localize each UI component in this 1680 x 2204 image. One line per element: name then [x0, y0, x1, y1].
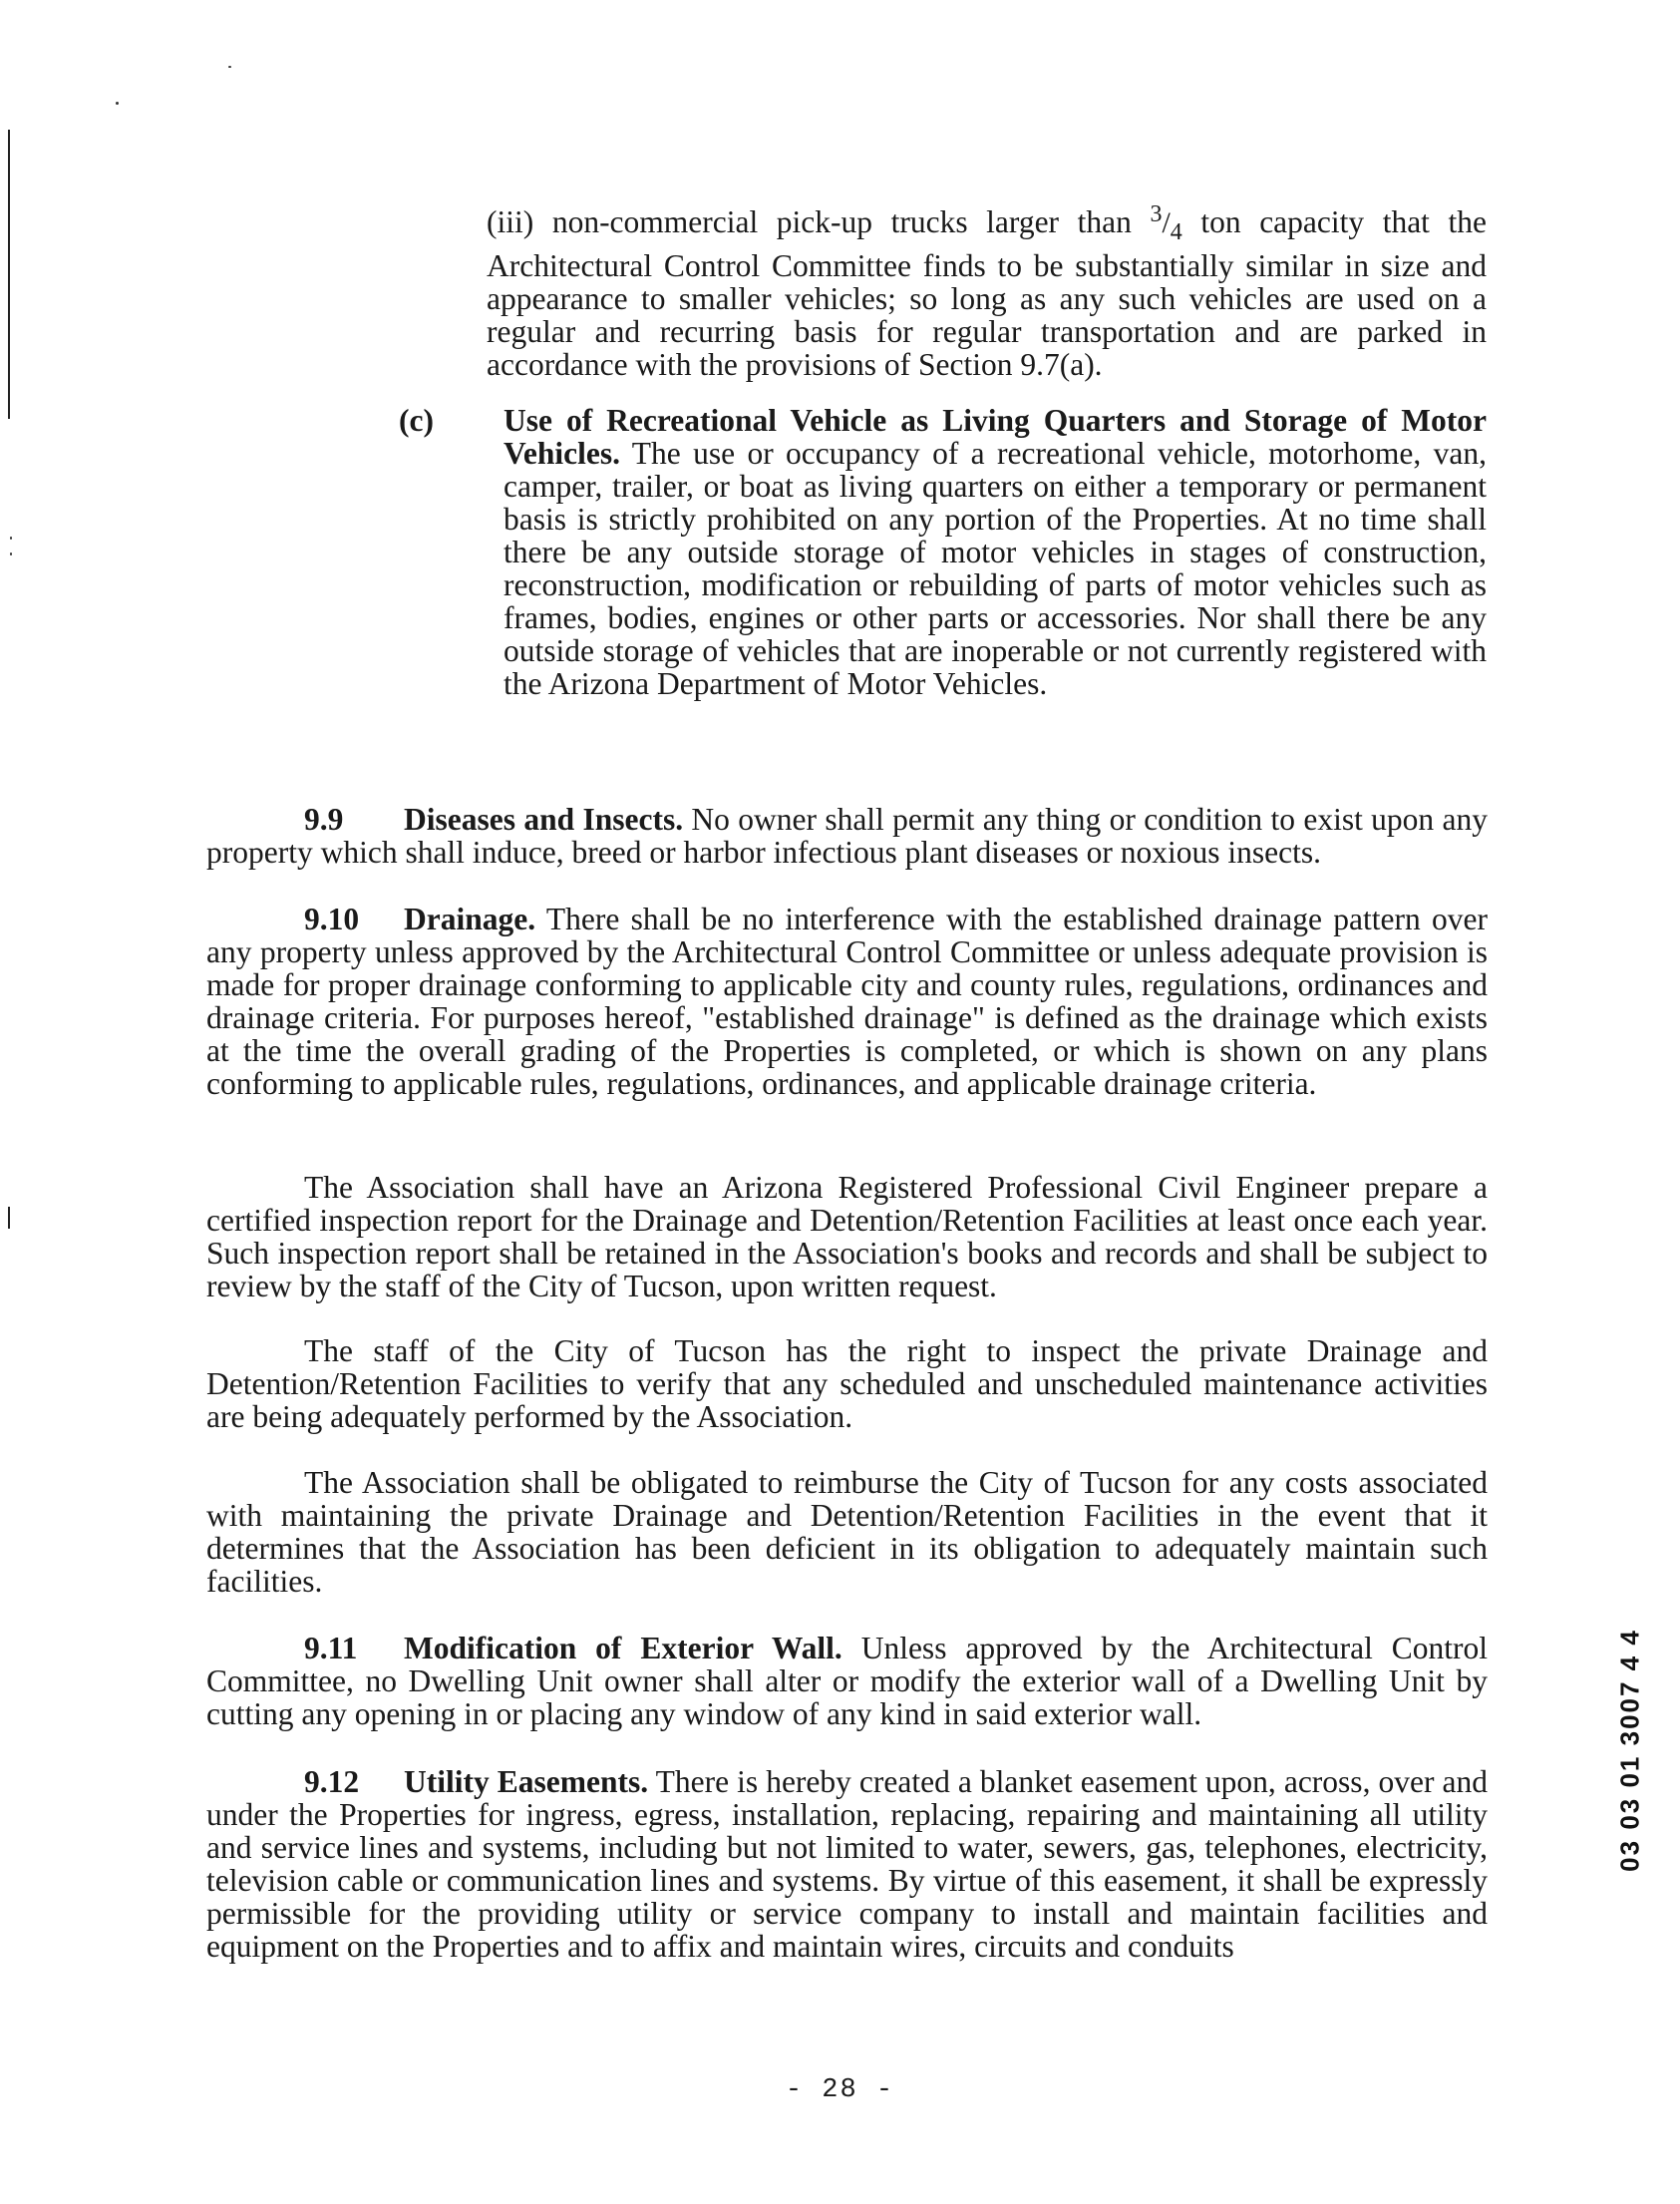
subitem-iii-text-start: (iii) non-commercial pick-up trucks larger than — [487, 204, 1132, 239]
section-body: There shall be no interference with the established drainage pattern over any property unless approved by the Architectural Control Committee or unless adequate provision is made for proper drainage conforming to applicable city and county rules, regulations, ordinances and drainage criteria. For purposes hereof, "established drainage" is defined as the drainage which exists at the time the overall grading of the Properties is completed, or which is shown on any plans conforming to applicable rules, regulations, ordinances, and applicable drainage criteria. — [206, 902, 1489, 1101]
section-9-12 — [206, 1765, 1488, 1963]
subsection-c-body: The use or occupancy of a recreational vehicle, motorhome, van, camper, trailer, or boat as living quarters on either a temporary or permanent basis is strictly prohibited on any portion of the Properties. At no time shall there be any outside storage of motor vehicles in stages of construction, reconstruction, modification or rebuilding of parts of motor vehicles such as frames, bodies, engines or other parts or accessories. Nor shall there be any outside storage of vehicles that are inoperable or not currently registered with the Arizona Department of Motor Vehicles. — [504, 436, 1487, 701]
section-title: Modification of Exterior Wall. — [404, 1631, 842, 1665]
scan-artifact-line — [8, 1207, 10, 1229]
section-9-11 — [206, 1632, 1488, 1730]
scan-artifact-dot — [116, 102, 119, 105]
scan-artifact-line — [8, 130, 10, 419]
subitem-iii-text-end: ton capacity that the Architectural Control Committee finds to be substantially similar in size and appearance to smaller vehicles; so long as any such vehicles are used on a regular and recurring basis for regular transportation and are parked in accordance with the provisions of Section 9.7(a). — [487, 204, 1487, 382]
section-body: No owner shall permit any thing or condition to exist upon any property which shall induce, breed or harbor infectious plant diseases or noxious insects. — [206, 802, 1489, 870]
section-9-9 — [206, 803, 1488, 869]
scan-artifact-dot — [10, 537, 12, 540]
section-9-10 — [206, 903, 1488, 1100]
subsection-c-title: Use of Recreational Vehicle as Living Quarters and Storage of Motor Vehicles. — [504, 403, 1487, 471]
section-number: 9.11 — [304, 1631, 358, 1665]
subsection-c — [504, 404, 1487, 700]
section-body: Unless approved by the Architectural Control Committee, no Dwelling Unit owner shall alter or modify the exterior wall of a Dwelling Unit by cutting any opening in or placing any window of any kind in said exterior wall. — [206, 1631, 1489, 1731]
subitem-iii — [487, 198, 1487, 381]
section-title: Diseases and Insects. — [404, 802, 684, 837]
recording-stamp-text: 03 03 01 3007 4 4 — [1614, 1629, 1645, 1872]
section-number: 9.12 — [304, 1764, 360, 1799]
subsection-c-label: (c) — [399, 403, 434, 438]
drainage-paragraph-reimbursement: The Association shall be obligated to reimburse the City of Tucson for any costs associated with maintaining the private Drainage and Detention/Retention Facilities in the event that it determines that the Association has been deficient in its obligation to adequately maintain such facilities. — [206, 1465, 1488, 1599]
section-number: 9.10 — [304, 902, 360, 936]
fraction-three-quarters: $^3/_4$ — [1150, 201, 1182, 245]
section-number: 9.9 — [304, 802, 344, 837]
drainage-paragraph-city-rights: The staff of the City of Tucson has the right to inspect the private Drainage and Detention/Retention Facilities to verify that any scheduled and unscheduled maintenance activities are being adequately performed by the Association. — [206, 1333, 1488, 1434]
recording-stamp — [1610, 1586, 1650, 1915]
page-number: - 28 - — [785, 2075, 895, 2105]
scan-artifact-dot — [228, 66, 231, 68]
section-body: There is hereby created a blanket easement upon, across, over and under the Properties for ingress, egress, installation, replacing, repairing and maintaining all utility and service lines and systems, including but not limited to water, sewers, gas, telephones, electricity, television cable or communication lines and systems. By virtue of this easement, it shall be expressly permissible for the providing utility or service company to install and maintain facilities and equipment on the Properties and to affix and maintain wires, circuits and conduits — [206, 1764, 1488, 1964]
drainage-paragraph-inspection: The Association shall have an Arizona Registered Professional Civil Engineer prepare a certified inspection report for the Drainage and Detention/Retention Facilities at least once each year. Such inspection report shall be retained in the Association's books and records and shall be subject to review by the staff of the City of Tucson, upon written request. — [206, 1170, 1488, 1303]
section-title: Drainage. — [404, 902, 536, 936]
section-title: Utility Easements. — [404, 1764, 649, 1799]
scan-artifact-dot — [10, 552, 12, 555]
